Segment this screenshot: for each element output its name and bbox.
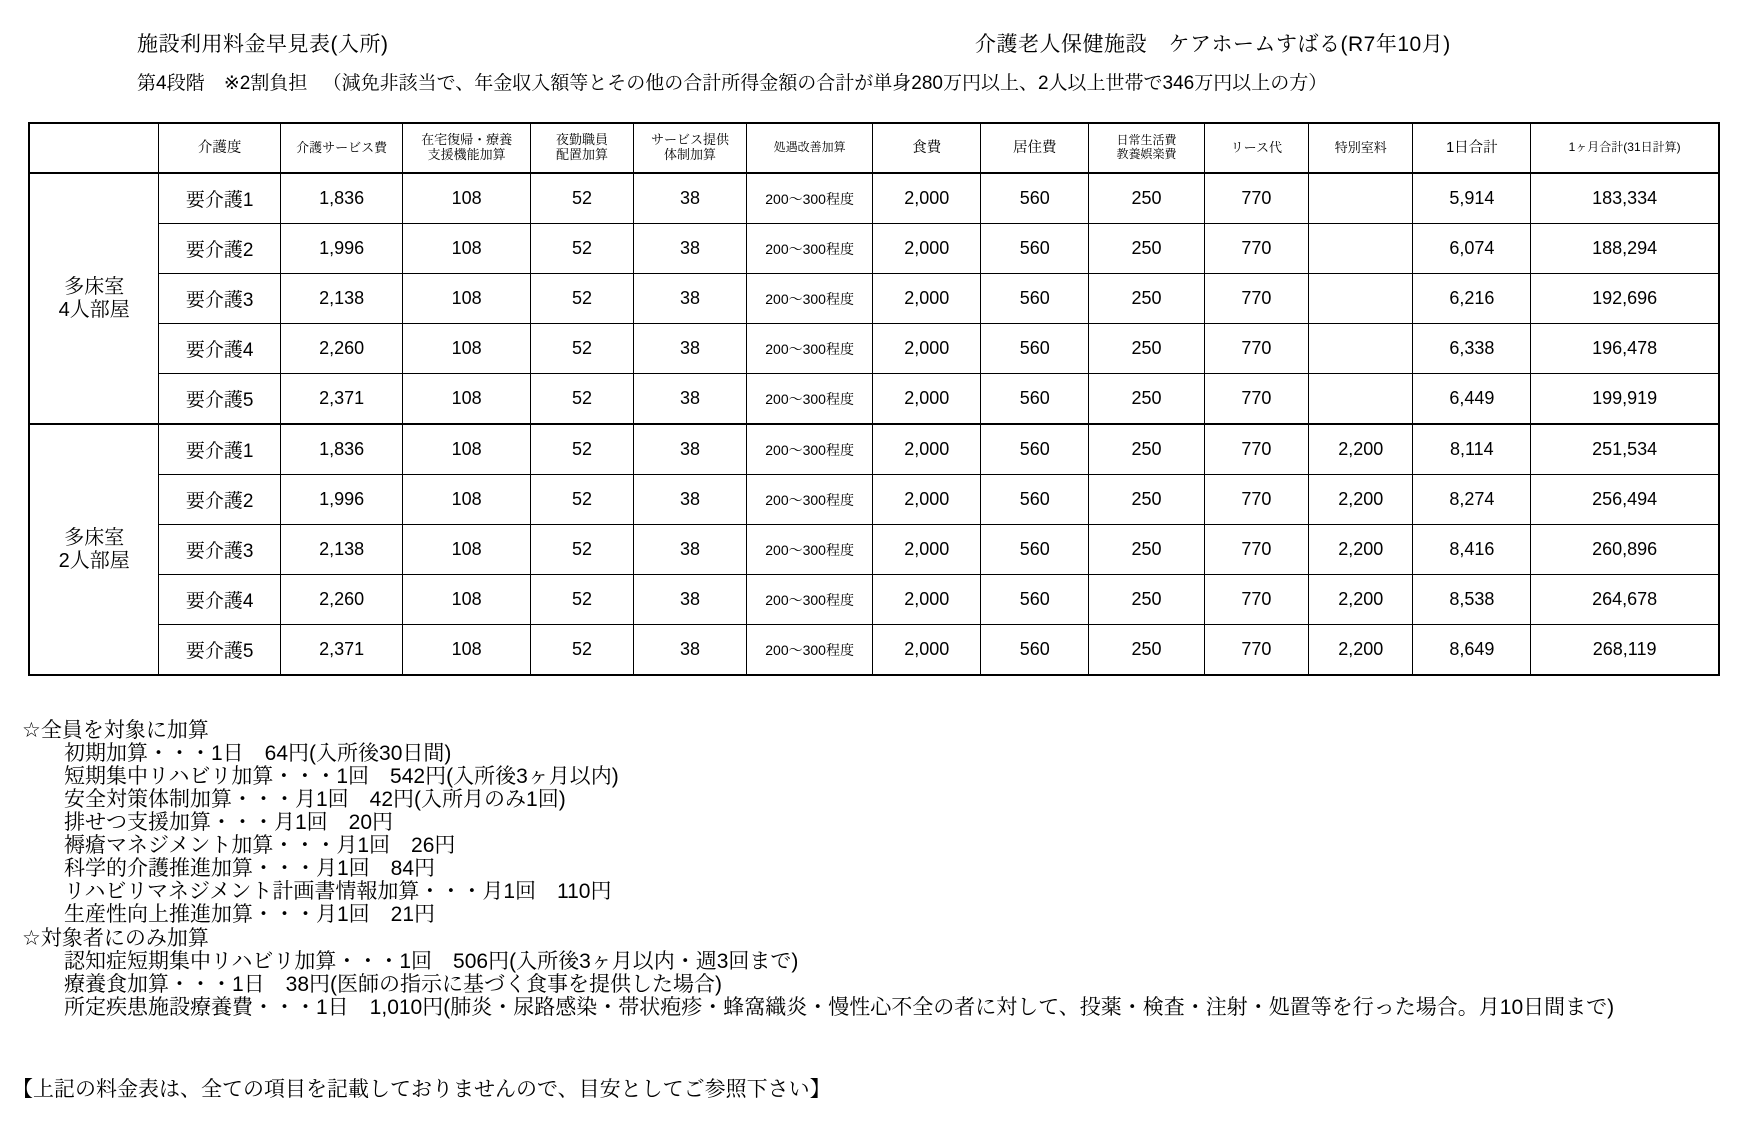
teikyo-cell: 38 — [634, 625, 747, 676]
care-level-cell: 要介護2 — [159, 224, 280, 274]
shogu-cell: 200〜300程度 — [746, 173, 872, 224]
table-row — [29, 424, 1719, 475]
nichijo-cell: 250 — [1089, 324, 1204, 374]
kyojuhi-cell: 560 — [981, 625, 1089, 676]
nichijo-cell: 250 — [1089, 173, 1204, 224]
yakin-cell: 52 — [530, 173, 633, 224]
shogu-cell: 200〜300程度 — [746, 374, 872, 425]
facility-name: 介護老人保健施設 ケアホームすばる(R7年10月) — [975, 33, 1451, 56]
fee-table-container — [28, 122, 1720, 676]
teikyo-cell: 38 — [634, 274, 747, 324]
yakin-cell: 52 — [530, 575, 633, 625]
teikyo-cell: 38 — [634, 475, 747, 525]
nichijo-cell: 250 — [1089, 475, 1204, 525]
room-type-line1: 多床室 — [64, 275, 125, 298]
care-level-cell: 要介護3 — [159, 525, 280, 575]
service-fee-cell: 1,836 — [280, 424, 403, 475]
note-item: 療養食加算・・・1日 38円(医師の指示に基づく食事を提供した場合) — [64, 973, 723, 996]
yakin-cell: 52 — [530, 424, 633, 475]
document-header — [0, 28, 1755, 56]
service-fee-cell: 2,138 — [280, 274, 403, 324]
service-fee-cell: 2,138 — [280, 525, 403, 575]
shogu-cell: 200〜300程度 — [746, 475, 872, 525]
table-body — [29, 173, 1719, 675]
note-item: 褥瘡マネジメント加算・・・月1回 26円 — [64, 834, 456, 857]
footer-disclaimer: 【上記の料金表は、全ての項目を記載しておりませんので、目安としてご参照下さい】 — [12, 1078, 831, 1101]
monthly-total-cell: 268,119 — [1531, 625, 1719, 676]
notes-all-header: ☆全員を対象に加算 — [22, 719, 209, 742]
shokuhi-cell: 2,000 — [873, 525, 981, 575]
note-item: 排せつ支援加算・・・月1回 20円 — [64, 811, 394, 834]
daily-total-cell: 5,914 — [1413, 173, 1531, 224]
header-daily-total: 1日合計 — [1413, 123, 1531, 173]
monthly-total-cell: 188,294 — [1531, 224, 1719, 274]
daily-total-cell: 8,538 — [1413, 575, 1531, 625]
daily-total-cell: 6,449 — [1413, 374, 1531, 425]
care-level-cell: 要介護5 — [159, 625, 280, 676]
header-kyojuhi: 居住費 — [981, 123, 1089, 173]
header-service-fee: 介護サービス費 — [280, 123, 403, 173]
table-row — [29, 475, 1719, 525]
burden-label: ※2割負担 — [223, 73, 308, 94]
nichijo-cell: 250 — [1089, 224, 1204, 274]
note-item: 生産性向上推進加算・・・月1回 21円 — [64, 903, 436, 926]
teikyo-cell: 38 — [634, 525, 747, 575]
yakin-cell: 52 — [530, 274, 633, 324]
nichijo-cell: 250 — [1089, 374, 1204, 425]
header-teikyo-line2: 体制加算 — [664, 147, 717, 162]
kyojuhi-cell: 560 — [981, 575, 1089, 625]
shogu-cell: 200〜300程度 — [746, 274, 872, 324]
header-tokubetsu: 特別室料 — [1309, 123, 1413, 173]
yakin-cell: 52 — [530, 324, 633, 374]
shokuhi-cell: 2,000 — [873, 173, 981, 224]
shogu-cell: 200〜300程度 — [746, 525, 872, 575]
header-care-level: 介護度 — [159, 123, 280, 173]
tokubetsu-cell: 2,200 — [1309, 424, 1413, 475]
table-row — [29, 525, 1719, 575]
condition-text: （減免非該当で、年金収入額等とその他の合計所得金額の合計が単身280万円以上、2人以上世帯で346万円以上の方） — [322, 73, 1328, 94]
service-fee-cell: 2,371 — [280, 374, 403, 425]
header-shokuhi: 食費 — [873, 123, 981, 173]
kyojuhi-cell: 560 — [981, 525, 1089, 575]
monthly-total-cell: 196,478 — [1531, 324, 1719, 374]
care-level-cell: 要介護2 — [159, 475, 280, 525]
zaitaku-cell: 108 — [403, 324, 530, 374]
monthly-total-cell: 260,896 — [1531, 525, 1719, 575]
table-row — [29, 575, 1719, 625]
stage-label: 第4段階 — [137, 73, 205, 94]
header-zaitaku-addon — [403, 123, 530, 173]
tokubetsu-cell — [1309, 374, 1413, 425]
lease-cell: 770 — [1204, 324, 1308, 374]
header-zaitaku-line1: 在宅復帰・療養 — [421, 132, 513, 148]
table-row — [29, 324, 1719, 374]
monthly-total-cell: 264,678 — [1531, 575, 1719, 625]
shokuhi-cell: 2,000 — [873, 274, 981, 324]
tokubetsu-cell: 2,200 — [1309, 575, 1413, 625]
room-type-line1: 多床室 — [64, 526, 125, 549]
yakin-cell: 52 — [530, 475, 633, 525]
lease-cell: 770 — [1204, 575, 1308, 625]
note-item: 安全対策体制加算・・・月1回 42円(入所月のみ1回) — [64, 788, 566, 811]
note-item: 科学的介護推進加算・・・月1回 84円 — [64, 857, 436, 880]
teikyo-cell: 38 — [634, 575, 747, 625]
daily-total-cell: 6,216 — [1413, 274, 1531, 324]
shogu-cell: 200〜300程度 — [746, 224, 872, 274]
nichijo-cell: 250 — [1089, 575, 1204, 625]
table-row — [29, 374, 1719, 425]
subtitle — [137, 68, 1697, 95]
note-item: リハビリマネジメント計画書情報加算・・・月1回 110円 — [64, 880, 612, 903]
monthly-total-cell: 183,334 — [1531, 173, 1719, 224]
zaitaku-cell: 108 — [403, 575, 530, 625]
shokuhi-cell: 2,000 — [873, 475, 981, 525]
shogu-cell: 200〜300程度 — [746, 575, 872, 625]
kyojuhi-cell: 560 — [981, 224, 1089, 274]
yakin-cell: 52 — [530, 224, 633, 274]
room-type-line2: 4人部屋 — [58, 298, 130, 321]
header-shogu-addon: 処遇改善加算 — [746, 123, 872, 173]
room-type-line2: 2人部屋 — [58, 549, 130, 572]
teikyo-cell: 38 — [634, 173, 747, 224]
daily-total-cell: 6,338 — [1413, 324, 1531, 374]
service-fee-cell: 1,996 — [280, 475, 403, 525]
header-monthly-total: 1ヶ月合計(31日計算) — [1531, 123, 1719, 173]
monthly-total-cell: 256,494 — [1531, 475, 1719, 525]
lease-cell: 770 — [1204, 274, 1308, 324]
room-type-cell — [29, 173, 159, 424]
lease-cell: 770 — [1204, 525, 1308, 575]
header-yakin-line1: 夜勤職員 — [555, 132, 608, 148]
service-fee-cell: 2,260 — [280, 575, 403, 625]
monthly-total-cell: 199,919 — [1531, 374, 1719, 425]
care-level-cell: 要介護3 — [159, 274, 280, 324]
service-fee-cell: 2,371 — [280, 625, 403, 676]
shogu-cell: 200〜300程度 — [746, 625, 872, 676]
table-row — [29, 173, 1719, 224]
teikyo-cell: 38 — [634, 324, 747, 374]
monthly-total-cell: 251,534 — [1531, 424, 1719, 475]
table-row — [29, 224, 1719, 274]
page-title: 施設利用料金早見表(入所) — [137, 33, 389, 56]
table-row — [29, 625, 1719, 676]
yakin-cell: 52 — [530, 625, 633, 676]
notes-target-header: ☆対象者にのみ加算 — [22, 927, 209, 950]
nichijo-cell: 250 — [1089, 525, 1204, 575]
kyojuhi-cell: 560 — [981, 475, 1089, 525]
note-item: 短期集中リハビリ加算・・・1回 542円(入所後3ヶ月以内) — [64, 765, 619, 788]
daily-total-cell: 8,274 — [1413, 475, 1531, 525]
shokuhi-cell: 2,000 — [873, 324, 981, 374]
service-fee-cell: 1,836 — [280, 173, 403, 224]
care-level-cell: 要介護1 — [159, 424, 280, 475]
header-lease: リース代 — [1204, 123, 1308, 173]
kyojuhi-cell: 560 — [981, 173, 1089, 224]
lease-cell: 770 — [1204, 424, 1308, 475]
tokubetsu-cell: 2,200 — [1309, 525, 1413, 575]
zaitaku-cell: 108 — [403, 374, 530, 425]
table-header-row — [29, 123, 1719, 173]
teikyo-cell: 38 — [634, 224, 747, 274]
zaitaku-cell: 108 — [403, 224, 530, 274]
header-nichijo-line1: 日常生活費 — [1116, 133, 1177, 148]
header-roomtype — [29, 123, 159, 173]
service-fee-cell: 1,996 — [280, 224, 403, 274]
tokubetsu-cell: 2,200 — [1309, 625, 1413, 676]
service-fee-cell: 2,260 — [280, 324, 403, 374]
tokubetsu-cell — [1309, 274, 1413, 324]
tokubetsu-cell — [1309, 173, 1413, 224]
shogu-cell: 200〜300程度 — [746, 424, 872, 475]
shokuhi-cell: 2,000 — [873, 625, 981, 676]
fee-table — [28, 122, 1720, 676]
lease-cell: 770 — [1204, 374, 1308, 425]
shokuhi-cell: 2,000 — [873, 374, 981, 425]
tokubetsu-cell — [1309, 324, 1413, 374]
nichijo-cell: 250 — [1089, 424, 1204, 475]
header-nichijo-line2: 教養娯楽費 — [1116, 147, 1177, 161]
zaitaku-cell: 108 — [403, 274, 530, 324]
room-type-cell — [29, 424, 159, 675]
daily-total-cell: 8,649 — [1413, 625, 1531, 676]
note-item: 所定疾患施設療養費・・・1日 1,010円(肺炎・尿路感染・帯状疱疹・蜂窩織炎・慢性心不全の者に対して、投薬・検査・注射・処置等を行った場合。月10日間まで) — [64, 996, 1615, 1019]
note-item: 認知症短期集中リハビリ加算・・・1回 506円(入所後3ヶ月以内・週3回まで) — [64, 950, 799, 973]
lease-cell: 770 — [1204, 173, 1308, 224]
lease-cell: 770 — [1204, 224, 1308, 274]
header-teikyo-addon — [634, 123, 747, 173]
teikyo-cell: 38 — [634, 424, 747, 475]
kyojuhi-cell: 560 — [981, 324, 1089, 374]
yakin-cell: 52 — [530, 525, 633, 575]
header-teikyo-line1: サービス提供 — [651, 132, 730, 148]
daily-total-cell: 8,114 — [1413, 424, 1531, 475]
care-level-cell: 要介護4 — [159, 324, 280, 374]
tokubetsu-cell: 2,200 — [1309, 475, 1413, 525]
care-level-cell: 要介護4 — [159, 575, 280, 625]
header-zaitaku-line2: 支援機能加算 — [427, 147, 506, 162]
lease-cell: 770 — [1204, 625, 1308, 676]
kyojuhi-cell: 560 — [981, 374, 1089, 425]
table-row — [29, 274, 1719, 324]
zaitaku-cell: 108 — [403, 525, 530, 575]
zaitaku-cell: 108 — [403, 625, 530, 676]
care-level-cell: 要介護1 — [159, 173, 280, 224]
notes-section — [22, 720, 1742, 1020]
lease-cell: 770 — [1204, 475, 1308, 525]
shokuhi-cell: 2,000 — [873, 424, 981, 475]
shokuhi-cell: 2,000 — [873, 575, 981, 625]
header-yakin-line2: 配置加算 — [555, 147, 608, 162]
daily-total-cell: 8,416 — [1413, 525, 1531, 575]
nichijo-cell: 250 — [1089, 625, 1204, 676]
kyojuhi-cell: 560 — [981, 424, 1089, 475]
daily-total-cell: 6,074 — [1413, 224, 1531, 274]
shogu-cell: 200〜300程度 — [746, 324, 872, 374]
kyojuhi-cell: 560 — [981, 274, 1089, 324]
care-level-cell: 要介護5 — [159, 374, 280, 425]
shokuhi-cell: 2,000 — [873, 224, 981, 274]
teikyo-cell: 38 — [634, 374, 747, 425]
tokubetsu-cell — [1309, 224, 1413, 274]
nichijo-cell: 250 — [1089, 274, 1204, 324]
yakin-cell: 52 — [530, 374, 633, 425]
monthly-total-cell: 192,696 — [1531, 274, 1719, 324]
header-yakin-addon — [530, 123, 633, 173]
zaitaku-cell: 108 — [403, 475, 530, 525]
zaitaku-cell: 108 — [403, 424, 530, 475]
header-nichijo — [1089, 123, 1204, 173]
note-item: 初期加算・・・1日 64円(入所後30日間) — [64, 742, 452, 765]
zaitaku-cell: 108 — [403, 173, 530, 224]
